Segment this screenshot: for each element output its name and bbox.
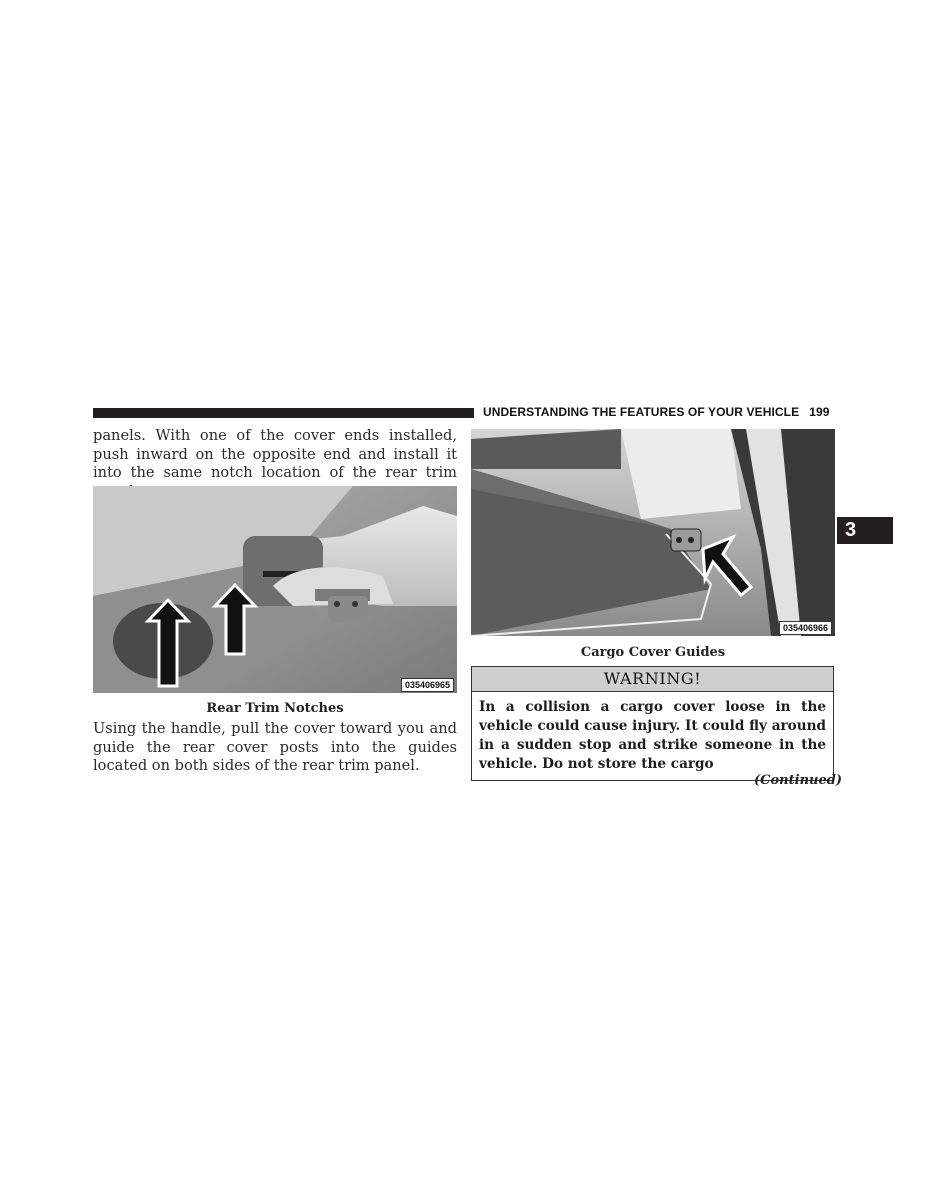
- rear-trim-notches-illustration: [93, 486, 457, 693]
- rear-trim-notches-photo: [93, 486, 457, 693]
- cargo-cover-guides-illustration: [471, 429, 835, 636]
- warning-box: [471, 666, 834, 781]
- chapter-tab: 3: [837, 517, 893, 544]
- left-paragraph-1: panels. With one of the cover ends installed, push inward on the opposite end and install it into the same notch location of the rear trim: [93, 427, 457, 481]
- figure-2-caption: Cargo Cover Guides: [580, 645, 726, 660]
- left-paragraph-2-block: [93, 720, 457, 776]
- figure-1-id: 035406965: [401, 678, 454, 692]
- section-title: UNDERSTANDING THE FEATURES OF YOUR VEHICLE: [483, 405, 800, 419]
- figure-1-caption: Rear Trim Notches: [206, 701, 344, 716]
- warning-title: WARNING!: [472, 667, 833, 692]
- continued-label: (Continued): [754, 773, 842, 788]
- figure-2-id: 035406966: [779, 621, 832, 635]
- warning-text: In a collision a cargo cover loose in the vehicle could cause injury. It could fly around in a sudden stop and strike someone in the vehicle. Do not store the cargo: [479, 699, 826, 772]
- header-rule: [93, 408, 474, 418]
- page-number: 199: [809, 405, 830, 419]
- cargo-cover-guides-photo: [471, 429, 835, 636]
- running-header: [483, 405, 835, 419]
- left-paragraph-2: Using the handle, pull the cover toward you and guide the rear cover posts into the guides located on both sides of the rear trim panel.: [93, 720, 457, 774]
